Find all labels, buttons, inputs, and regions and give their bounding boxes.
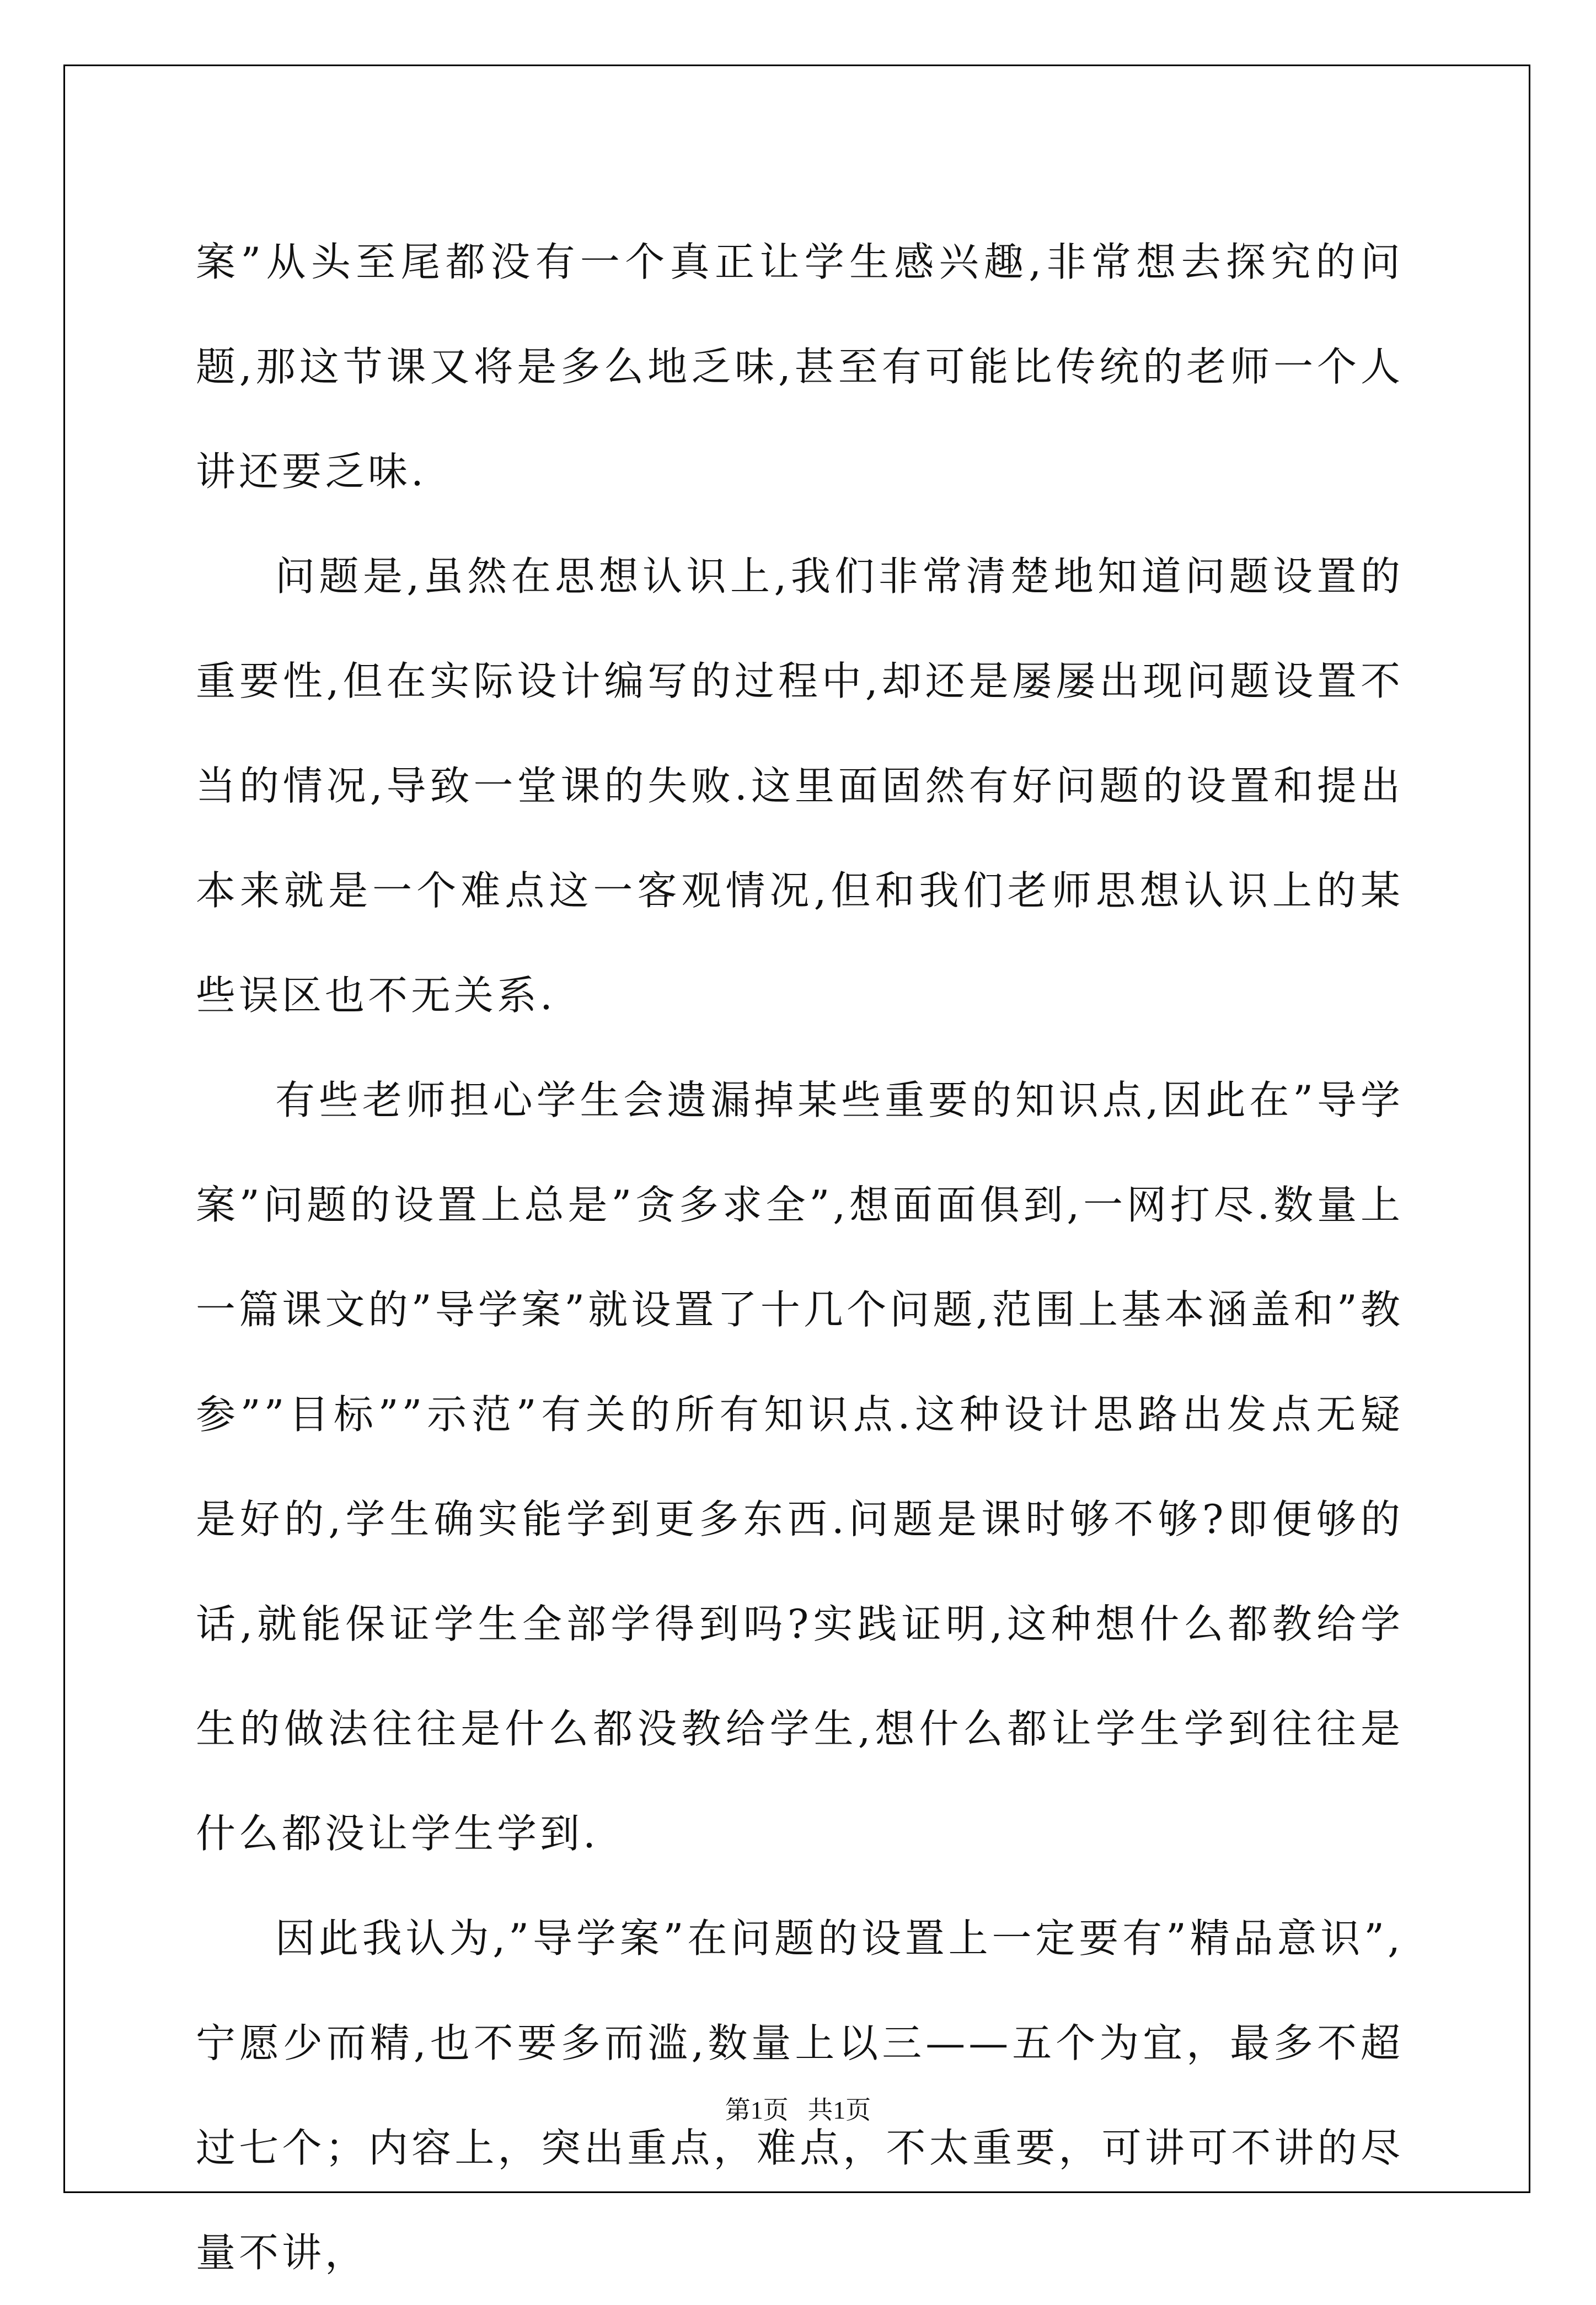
page-footer: 第1页 共1页 [725, 2096, 871, 2124]
document-body [196, 210, 1404, 2305]
paragraph-2: 问题是,虽然在思想认识上,我们非常清楚地知道问题设置的重要性,但在实际设计编写的过程中,却还是屡屡出现问题设置不当的情况,导致一堂课的失败.这里面固然有好问题的设置和提出本来就是一个难点这一客观情况,但和我们老师思想认识上的某些误区也不无关系. [196, 553, 1404, 1019]
paragraph-1: 案”从头至尾都没有一个真正让学生感兴趣,非常想去探究的问题,那这节课又将是多么地乏味,甚至有可能比传统的老师一个人讲还要乏味. [196, 239, 1404, 495]
paragraph-3: 有些老师担心学生会遗漏掉某些重要的知识点,因此在”导学案”问题的设置上总是”贪多求全”,想面面俱到,一网打尽.数量上一篇课文的”导学案”就设置了十几个问题,范围上基本涵盖和”教参””目标””示范”有关的所有知识点.这种设计思路出发点无疑是好的,学生确实能学到更多东西.问题是课时够不够?即便够的话,就能保证学生全部学得到吗?实践证明,这种想什么都教给学生的做法往往是什么都没教给学生,想什么都让学生学到往往是什么都没让学生学到. [196, 1077, 1404, 1857]
paragraph-4: 因此我认为,”导学案”在问题的设置上一定要有”精品意识”,宁愿少而精,也不要多而滥,数量上以三——五个为宜，最多不超过七个；内容上，突出重点，难点，不太重要，可讲可不讲的尽量不讲， [196, 1915, 1404, 2276]
